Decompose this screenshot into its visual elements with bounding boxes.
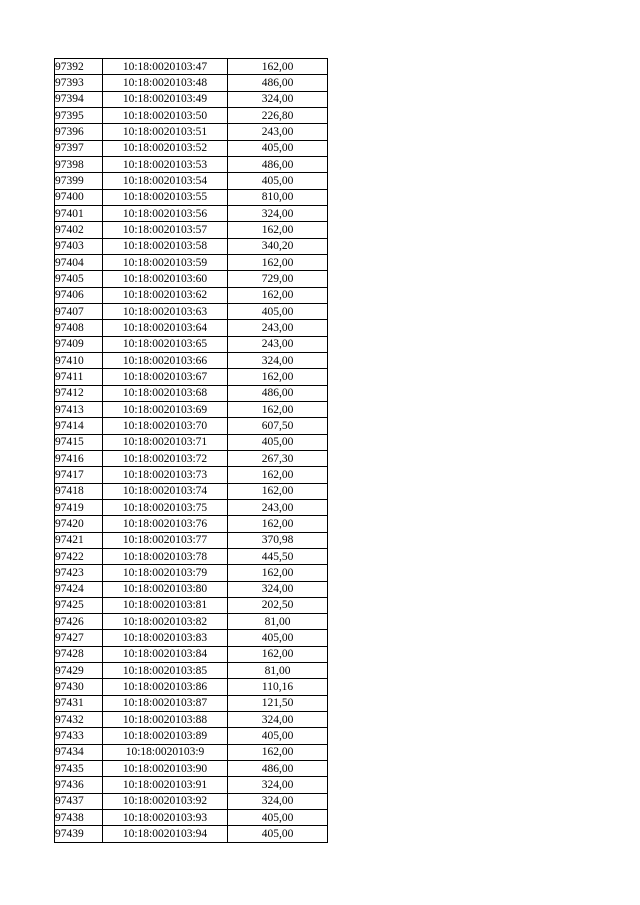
row-number-cell: 97438 bbox=[55, 810, 103, 826]
table-row bbox=[55, 75, 328, 91]
amount-cell: 810,00 bbox=[228, 189, 328, 205]
cadastral-number-cell: 10:18:0020103:86 bbox=[103, 679, 228, 695]
amount-cell: 324,00 bbox=[228, 91, 328, 107]
table-row bbox=[55, 532, 328, 548]
table-row bbox=[55, 238, 328, 254]
amount-cell: 405,00 bbox=[228, 434, 328, 450]
table-row bbox=[55, 418, 328, 434]
amount-cell: 81,00 bbox=[228, 663, 328, 679]
cadastral-number-cell: 10:18:0020103:79 bbox=[103, 565, 228, 581]
amount-cell: 162,00 bbox=[228, 287, 328, 303]
amount-cell: 405,00 bbox=[228, 303, 328, 319]
row-number-cell: 97393 bbox=[55, 75, 103, 91]
amount-cell: 162,00 bbox=[228, 483, 328, 499]
amount-cell: 486,00 bbox=[228, 156, 328, 172]
cadastral-number-cell: 10:18:0020103:49 bbox=[103, 91, 228, 107]
table-row bbox=[55, 369, 328, 385]
cadastral-number-cell: 10:18:0020103:70 bbox=[103, 418, 228, 434]
amount-cell: 121,50 bbox=[228, 695, 328, 711]
row-number-cell: 97418 bbox=[55, 483, 103, 499]
table-row bbox=[55, 679, 328, 695]
cadastral-number-cell: 10:18:0020103:80 bbox=[103, 581, 228, 597]
row-number-cell: 97414 bbox=[55, 418, 103, 434]
cadastral-number-cell: 10:18:0020103:71 bbox=[103, 434, 228, 450]
cadastral-number-cell: 10:18:0020103:82 bbox=[103, 614, 228, 630]
row-number-cell: 97404 bbox=[55, 254, 103, 270]
amount-cell: 162,00 bbox=[228, 401, 328, 417]
row-number-cell: 97423 bbox=[55, 565, 103, 581]
cadastral-number-cell: 10:18:0020103:56 bbox=[103, 205, 228, 221]
amount-cell: 162,00 bbox=[228, 254, 328, 270]
cadastral-number-cell: 10:18:0020103:64 bbox=[103, 320, 228, 336]
amount-cell: 162,00 bbox=[228, 744, 328, 760]
amount-cell: 324,00 bbox=[228, 712, 328, 728]
row-number-cell: 97424 bbox=[55, 581, 103, 597]
row-number-cell: 97394 bbox=[55, 91, 103, 107]
table-row bbox=[55, 173, 328, 189]
cadastral-number-cell: 10:18:0020103:48 bbox=[103, 75, 228, 91]
cadastral-number-cell: 10:18:0020103:93 bbox=[103, 810, 228, 826]
row-number-cell: 97402 bbox=[55, 222, 103, 238]
table-row bbox=[55, 826, 328, 842]
table-row bbox=[55, 320, 328, 336]
row-number-cell: 97427 bbox=[55, 630, 103, 646]
row-number-cell: 97411 bbox=[55, 369, 103, 385]
table-row bbox=[55, 287, 328, 303]
amount-cell: 486,00 bbox=[228, 761, 328, 777]
table-row bbox=[55, 352, 328, 368]
row-number-cell: 97420 bbox=[55, 516, 103, 532]
amount-cell: 162,00 bbox=[228, 59, 328, 75]
table-row bbox=[55, 91, 328, 107]
table-row bbox=[55, 777, 328, 793]
cadastral-number-cell: 10:18:0020103:87 bbox=[103, 695, 228, 711]
amount-cell: 162,00 bbox=[228, 646, 328, 662]
table-row bbox=[55, 646, 328, 662]
amount-cell: 243,00 bbox=[228, 499, 328, 515]
amount-cell: 243,00 bbox=[228, 336, 328, 352]
amount-cell: 162,00 bbox=[228, 369, 328, 385]
cadastral-number-cell: 10:18:0020103:55 bbox=[103, 189, 228, 205]
cadastral-number-cell: 10:18:0020103:81 bbox=[103, 597, 228, 613]
amount-cell: 324,00 bbox=[228, 205, 328, 221]
amount-cell: 202,50 bbox=[228, 597, 328, 613]
row-number-cell: 97425 bbox=[55, 597, 103, 613]
table-row bbox=[55, 630, 328, 646]
table-row bbox=[55, 254, 328, 270]
amount-cell: 81,00 bbox=[228, 614, 328, 630]
amount-cell: 226,80 bbox=[228, 107, 328, 123]
row-number-cell: 97415 bbox=[55, 434, 103, 450]
table-row bbox=[55, 124, 328, 140]
table-row bbox=[55, 467, 328, 483]
row-number-cell: 97433 bbox=[55, 728, 103, 744]
row-number-cell: 97413 bbox=[55, 401, 103, 417]
table-row bbox=[55, 663, 328, 679]
row-number-cell: 97422 bbox=[55, 548, 103, 564]
row-number-cell: 97400 bbox=[55, 189, 103, 205]
table-row bbox=[55, 597, 328, 613]
row-number-cell: 97429 bbox=[55, 663, 103, 679]
amount-cell: 340,20 bbox=[228, 238, 328, 254]
cadastral-number-cell: 10:18:0020103:73 bbox=[103, 467, 228, 483]
amount-cell: 324,00 bbox=[228, 777, 328, 793]
row-number-cell: 97397 bbox=[55, 140, 103, 156]
cadastral-number-cell: 10:18:0020103:68 bbox=[103, 385, 228, 401]
cadastral-number-cell: 10:18:0020103:85 bbox=[103, 663, 228, 679]
row-number-cell: 97419 bbox=[55, 499, 103, 515]
cadastral-number-cell: 10:18:0020103:67 bbox=[103, 369, 228, 385]
cadastral-number-cell: 10:18:0020103:69 bbox=[103, 401, 228, 417]
cadastral-number-cell: 10:18:0020103:9 bbox=[103, 744, 228, 760]
amount-cell: 162,00 bbox=[228, 467, 328, 483]
table-row bbox=[55, 712, 328, 728]
cadastral-number-cell: 10:18:0020103:92 bbox=[103, 793, 228, 809]
row-number-cell: 97403 bbox=[55, 238, 103, 254]
row-number-cell: 97395 bbox=[55, 107, 103, 123]
row-number-cell: 97416 bbox=[55, 450, 103, 466]
table-row bbox=[55, 336, 328, 352]
cadastral-number-cell: 10:18:0020103:47 bbox=[103, 59, 228, 75]
amount-cell: 405,00 bbox=[228, 826, 328, 842]
cadastral-number-cell: 10:18:0020103:72 bbox=[103, 450, 228, 466]
table-row bbox=[55, 450, 328, 466]
amount-cell: 486,00 bbox=[228, 385, 328, 401]
cadastral-number-cell: 10:18:0020103:91 bbox=[103, 777, 228, 793]
row-number-cell: 97430 bbox=[55, 679, 103, 695]
table-row bbox=[55, 516, 328, 532]
row-number-cell: 97439 bbox=[55, 826, 103, 842]
amount-cell: 243,00 bbox=[228, 320, 328, 336]
amount-cell: 162,00 bbox=[228, 516, 328, 532]
amount-cell: 405,00 bbox=[228, 140, 328, 156]
table-row bbox=[55, 483, 328, 499]
row-number-cell: 97412 bbox=[55, 385, 103, 401]
cadastral-number-cell: 10:18:0020103:54 bbox=[103, 173, 228, 189]
amount-cell: 324,00 bbox=[228, 581, 328, 597]
amount-cell: 110,16 bbox=[228, 679, 328, 695]
table-row bbox=[55, 565, 328, 581]
table-row bbox=[55, 728, 328, 744]
row-number-cell: 97398 bbox=[55, 156, 103, 172]
cadastral-number-cell: 10:18:0020103:52 bbox=[103, 140, 228, 156]
table-row bbox=[55, 156, 328, 172]
cadastral-number-cell: 10:18:0020103:89 bbox=[103, 728, 228, 744]
cadastral-number-cell: 10:18:0020103:90 bbox=[103, 761, 228, 777]
amount-cell: 162,00 bbox=[228, 222, 328, 238]
amount-cell: 445,50 bbox=[228, 548, 328, 564]
table-row bbox=[55, 614, 328, 630]
document-page bbox=[54, 58, 328, 843]
table-row bbox=[55, 401, 328, 417]
cadastral-number-cell: 10:18:0020103:53 bbox=[103, 156, 228, 172]
row-number-cell: 97417 bbox=[55, 467, 103, 483]
row-number-cell: 97405 bbox=[55, 271, 103, 287]
row-number-cell: 97409 bbox=[55, 336, 103, 352]
cadastral-number-cell: 10:18:0020103:51 bbox=[103, 124, 228, 140]
amount-cell: 607,50 bbox=[228, 418, 328, 434]
table-row bbox=[55, 140, 328, 156]
cadastral-number-cell: 10:18:0020103:74 bbox=[103, 483, 228, 499]
cadastral-number-cell: 10:18:0020103:58 bbox=[103, 238, 228, 254]
table-body bbox=[55, 59, 328, 843]
amount-cell: 405,00 bbox=[228, 173, 328, 189]
table-row bbox=[55, 499, 328, 515]
row-number-cell: 97426 bbox=[55, 614, 103, 630]
row-number-cell: 97408 bbox=[55, 320, 103, 336]
row-number-cell: 97401 bbox=[55, 205, 103, 221]
row-number-cell: 97435 bbox=[55, 761, 103, 777]
cadastral-number-cell: 10:18:0020103:66 bbox=[103, 352, 228, 368]
row-number-cell: 97431 bbox=[55, 695, 103, 711]
table-row bbox=[55, 810, 328, 826]
amount-cell: 243,00 bbox=[228, 124, 328, 140]
row-number-cell: 97432 bbox=[55, 712, 103, 728]
amount-cell: 486,00 bbox=[228, 75, 328, 91]
table-row bbox=[55, 303, 328, 319]
cadastral-number-cell: 10:18:0020103:78 bbox=[103, 548, 228, 564]
table-row bbox=[55, 385, 328, 401]
table-row bbox=[55, 744, 328, 760]
table-row bbox=[55, 695, 328, 711]
amount-cell: 324,00 bbox=[228, 793, 328, 809]
cadastral-number-cell: 10:18:0020103:59 bbox=[103, 254, 228, 270]
cadastral-number-cell: 10:18:0020103:94 bbox=[103, 826, 228, 842]
cadastral-number-cell: 10:18:0020103:65 bbox=[103, 336, 228, 352]
table-row bbox=[55, 189, 328, 205]
cadastral-number-cell: 10:18:0020103:84 bbox=[103, 646, 228, 662]
table-row bbox=[55, 793, 328, 809]
row-number-cell: 97421 bbox=[55, 532, 103, 548]
table-row bbox=[55, 548, 328, 564]
data-table bbox=[54, 58, 328, 843]
row-number-cell: 97437 bbox=[55, 793, 103, 809]
row-number-cell: 97392 bbox=[55, 59, 103, 75]
amount-cell: 405,00 bbox=[228, 728, 328, 744]
cadastral-number-cell: 10:18:0020103:57 bbox=[103, 222, 228, 238]
cadastral-number-cell: 10:18:0020103:76 bbox=[103, 516, 228, 532]
cadastral-number-cell: 10:18:0020103:75 bbox=[103, 499, 228, 515]
table-row bbox=[55, 761, 328, 777]
cadastral-number-cell: 10:18:0020103:83 bbox=[103, 630, 228, 646]
table-row bbox=[55, 205, 328, 221]
amount-cell: 729,00 bbox=[228, 271, 328, 287]
amount-cell: 405,00 bbox=[228, 630, 328, 646]
amount-cell: 370,98 bbox=[228, 532, 328, 548]
cadastral-number-cell: 10:18:0020103:77 bbox=[103, 532, 228, 548]
row-number-cell: 97407 bbox=[55, 303, 103, 319]
row-number-cell: 97428 bbox=[55, 646, 103, 662]
table-row bbox=[55, 271, 328, 287]
cadastral-number-cell: 10:18:0020103:62 bbox=[103, 287, 228, 303]
amount-cell: 267,30 bbox=[228, 450, 328, 466]
row-number-cell: 97434 bbox=[55, 744, 103, 760]
table-row bbox=[55, 107, 328, 123]
row-number-cell: 97436 bbox=[55, 777, 103, 793]
table-row bbox=[55, 222, 328, 238]
amount-cell: 405,00 bbox=[228, 810, 328, 826]
cadastral-number-cell: 10:18:0020103:60 bbox=[103, 271, 228, 287]
row-number-cell: 97410 bbox=[55, 352, 103, 368]
table-row bbox=[55, 434, 328, 450]
row-number-cell: 97399 bbox=[55, 173, 103, 189]
row-number-cell: 97396 bbox=[55, 124, 103, 140]
amount-cell: 162,00 bbox=[228, 565, 328, 581]
cadastral-number-cell: 10:18:0020103:50 bbox=[103, 107, 228, 123]
table-row bbox=[55, 59, 328, 75]
cadastral-number-cell: 10:18:0020103:88 bbox=[103, 712, 228, 728]
cadastral-number-cell: 10:18:0020103:63 bbox=[103, 303, 228, 319]
amount-cell: 324,00 bbox=[228, 352, 328, 368]
table-row bbox=[55, 581, 328, 597]
row-number-cell: 97406 bbox=[55, 287, 103, 303]
